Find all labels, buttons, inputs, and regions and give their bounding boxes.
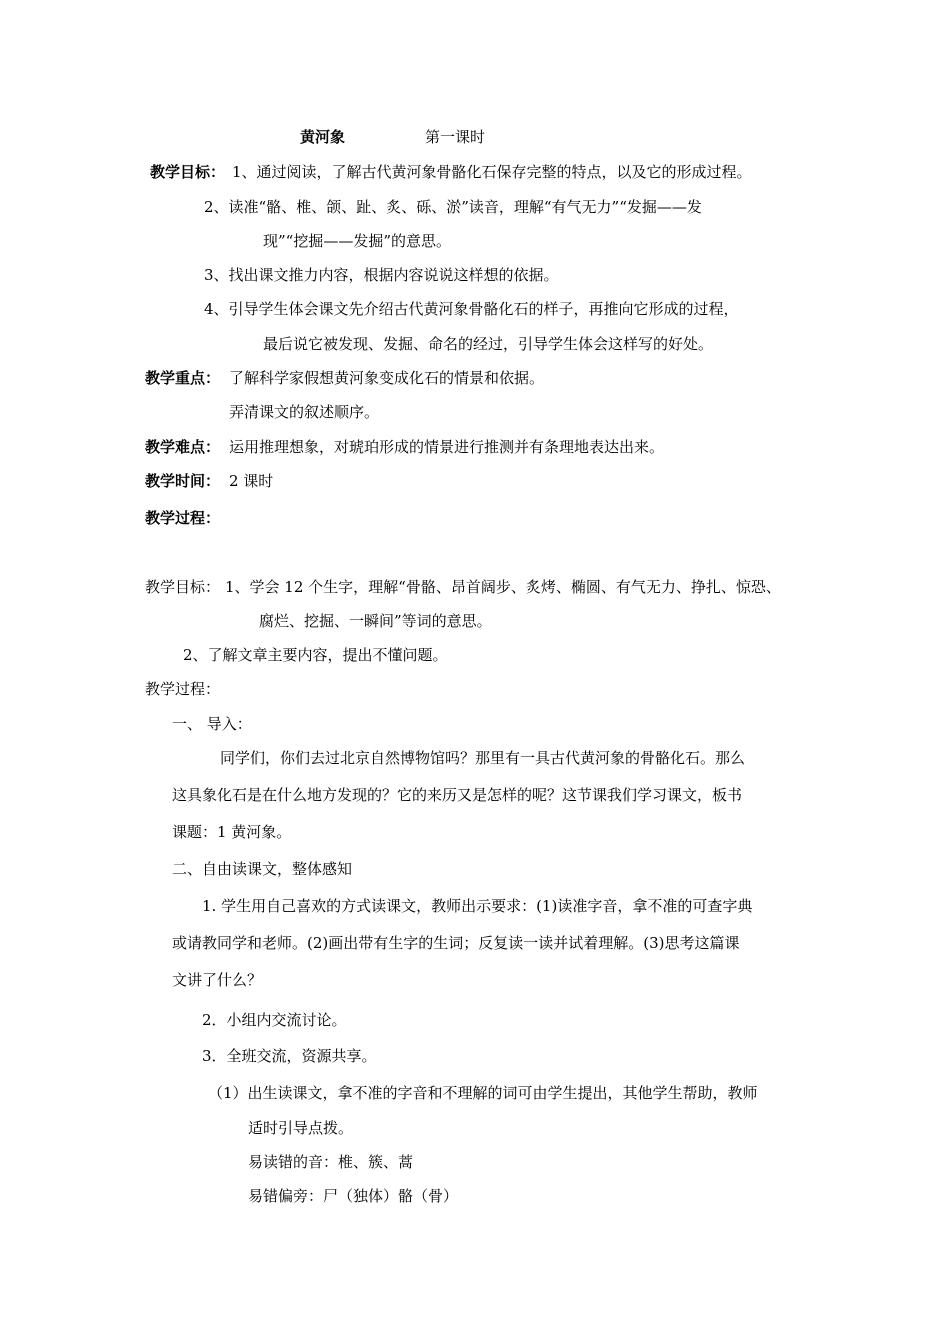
focus-line: 弄清课文的叙述顺序。 <box>229 403 380 421</box>
focus-line: 了解科学家假想黄河象变成化石的情景和依据。 <box>229 369 545 387</box>
paragraph-line: 易错偏旁：尸（独体）骼（骨） <box>248 1187 459 1205</box>
paragraph-line: 文讲了什么？ <box>172 971 263 989</box>
paragraph-line: 同学们，你们去过北京自然博物馆吗？那里有一具古代黄河象的骨骼化石。那么 <box>220 749 746 767</box>
lesson-title: 黄河象 <box>300 128 346 146</box>
goal-line: 现”“挖掘——发掘”的意思。 <box>263 232 452 250</box>
lesson-period: 第一课时 <box>425 128 486 146</box>
goal-line: 2、读准“骼、椎、颌、趾、炙、砾、淤”读音，理解“有气无力”“发掘——发 <box>204 198 702 216</box>
paragraph-line: 1. 学生用自己喜欢的方式读课文，教师出示要求：(1)读准字音，拿不准的可查字典 <box>202 897 753 915</box>
paragraph-line: 或请教同学和老师。(2)画出带有生字的生词；反复读一读并试着理解。(3)思考这篇课 <box>172 934 740 952</box>
paragraph-line: 适时引导点拨。 <box>248 1119 354 1137</box>
time-label: 教学时间： <box>145 472 221 490</box>
focus-label: 教学重点： <box>145 369 221 387</box>
difficulty-text: 运用推理想象，对琥珀形成的情景进行推测并有条理地表达出来。 <box>229 438 665 456</box>
lesson1-goal-line: 腐烂、挖掘、一瞬间”等词的意思。 <box>259 612 492 630</box>
difficulty-label: 教学难点： <box>145 438 221 456</box>
section-heading: 二、自由读课文，整体感知 <box>172 860 353 878</box>
paragraph-line: 3．全班交流，资源共享。 <box>202 1047 377 1065</box>
lesson1-goals-label: 教学目标： <box>145 578 221 596</box>
section-heading: 一、 导入： <box>172 715 252 733</box>
paragraph-line: 这具象化石是在什么地方发现的？它的来历又是怎样的呢？这节课我们学习课文，板书 <box>172 786 743 804</box>
goal-line: 4、引导学生体会课文先介绍古代黄河象骨骼化石的样子，再推向它形成的过程， <box>204 300 739 318</box>
process-label: 教学过程： <box>145 509 221 527</box>
lesson1-goal-line: 2、了解文章主要内容，提出不懂问题。 <box>183 646 448 664</box>
lesson1-goal-line: 1、学会 12 个生字，理解“骨骼、昂首阔步、炙烤、椭圆、有气无力、挣扎、惊恐、 <box>225 578 781 596</box>
lesson1-process-label: 教学过程： <box>145 680 221 698</box>
time-text: 2 课时 <box>229 472 274 490</box>
goals-label: 教学目标： <box>150 163 226 181</box>
goal-line: 最后说它被发现、发掘、命名的经过，引导学生体会这样写的好处。 <box>263 335 714 353</box>
goal-line: 1、通过阅读，了解古代黄河象骨骼化石保存完整的特点，以及它的形成过程。 <box>232 163 752 181</box>
paragraph-line: （1）出生读课文，拿不准的字音和不理解的词可由学生提出，其他学生帮助，教师 <box>208 1084 758 1102</box>
paragraph-line: 2．小组内交流讨论。 <box>202 1011 347 1029</box>
paragraph-line: 课题：1 黄河象。 <box>172 823 292 841</box>
paragraph-line: 易读错的音：椎、簇、蒿 <box>248 1153 414 1171</box>
goal-line: 3、找出课文推力内容，根据内容说说这样想的依据。 <box>204 266 559 284</box>
